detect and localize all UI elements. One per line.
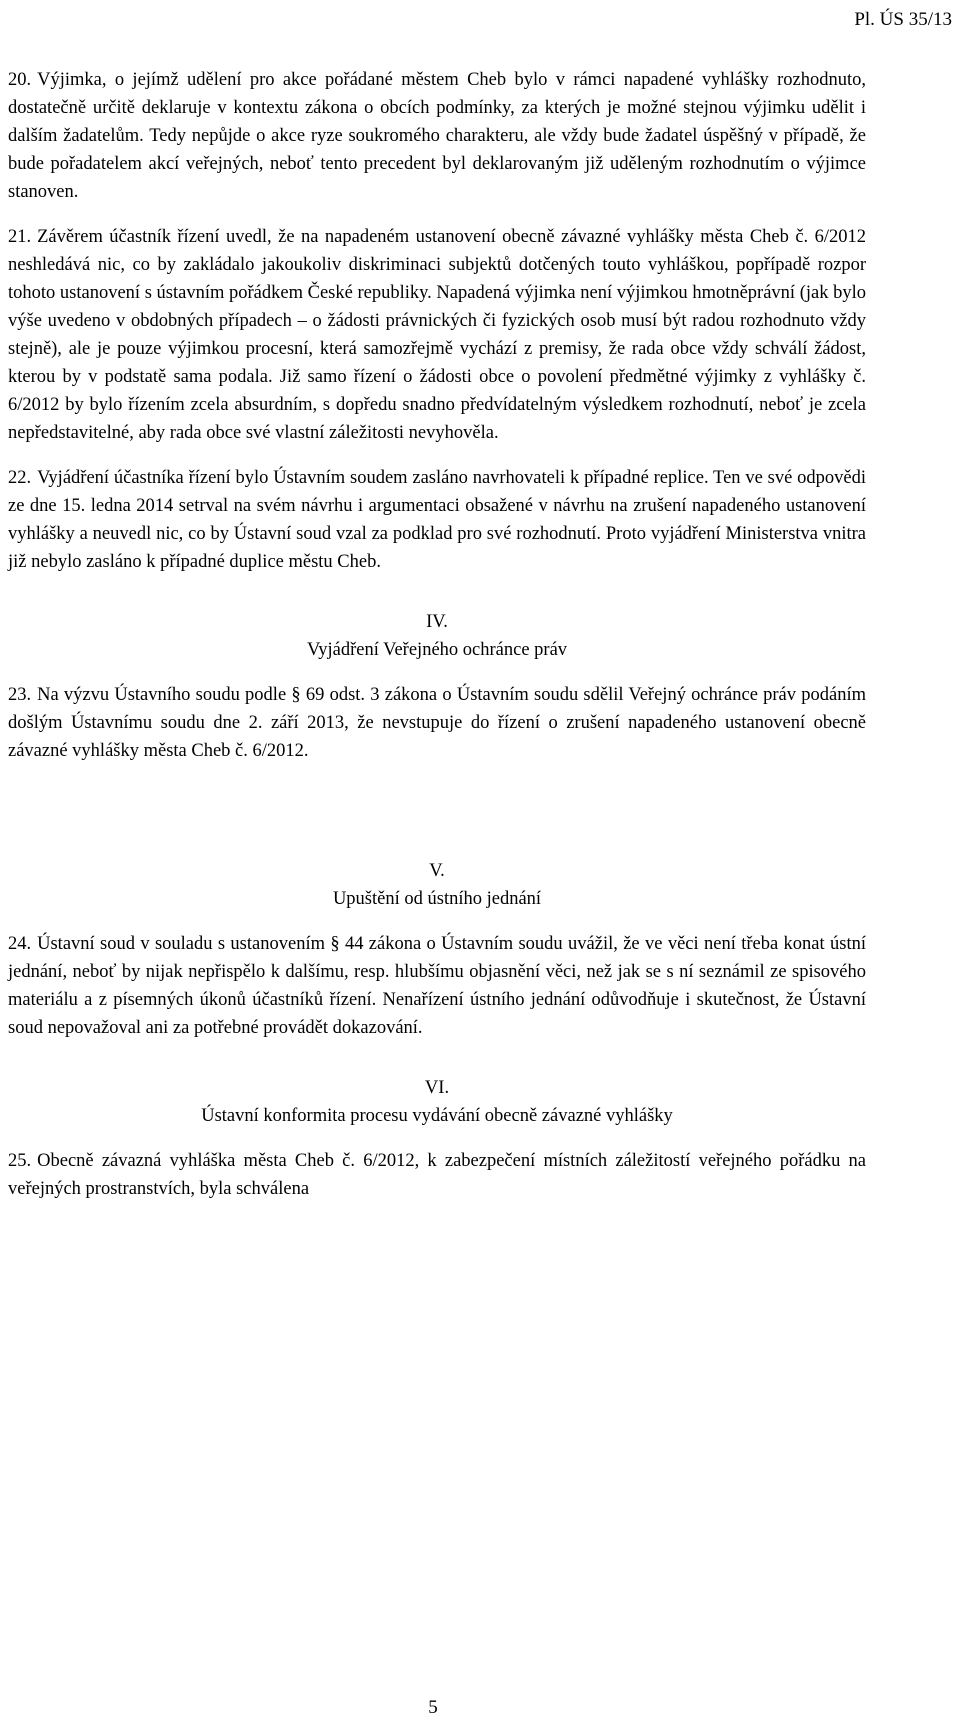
paragraph-number: 23. [8, 685, 32, 705]
section-title-v: Upuštění od ústního jednání [332, 889, 542, 909]
paragraph-text: Závěrem účastník řízení uvedl, že na napadeném ustanovení obecně závazné vyhlášky města Cheb č. 6/2012 neshledává nic, co by zakládalo jakoukoliv diskriminaci subjektů dotčených touto vyhláškou, popřípadě rozpor tohoto ustanovení s ústavním pořádkem České republiky. Napadená výjimka není výjimkou hmotněprávní (jak bylo výše uvedeno v obdobných případech – o žádosti právnických či fyzických osob musí být radou rozhodnuto vždy stejně), ale je pouze výjimkou procesní, která samozřejmě vychází z premisy, že rada obce vždy schválí žádost, kterou by v podstatě sama podala. Již samo řízení o žádosti obce o povolení předmětné výjimky z vyhlášky č. 6/2012 by bylo řízením zcela absurdním, s dopředu snadno předvídatelným výsledkem rozhodnutí, neboť je zcela nepředstavitelné, aby rada obce své vlastní záležitosti nevyhověla. [8, 227, 866, 443]
paragraph-text: Na výzvu Ústavního soudu podle § 69 odst. 3 zákona o Ústavním soudu sdělil Veřejný ochránce práv podáním došlým Ústavnímu soudu dne 2. září 2013, že nevstupuje do řízení o zrušení napadeného ustanovení obecně závazné vyhlášky města Cheb č. 6/2012. [8, 685, 866, 761]
paragraph-number: 21. [8, 227, 32, 247]
paragraph-23 [8, 681, 866, 765]
paragraph-25 [8, 1147, 866, 1203]
paragraph-text: Vyjádření účastníka řízení bylo Ústavním soudem zasláno navrhovateli k případné replice. Ten ve své odpovědi ze dne 15. ledna 2014 setrval na svém návrhu i argumentaci obsažené v návrhu na zrušení napadeného ustanovení vyhlášky a neuvedl nic, co by Ústavní soud vzal za podklad pro své rozhodnutí. Proto vyjádření Ministerstva vnitra již nebylo zasláno k případné duplice městu Cheb. [8, 468, 866, 572]
section-number-vi: VI. [424, 1078, 450, 1098]
paragraph-text: Obecně závazná vyhláška města Cheb č. 6/2012, k zabezpečení místních záležitostí veřejného pořádku na veřejných prostranstvích, byla schválena [8, 1151, 866, 1199]
paragraph-24 [8, 930, 866, 1042]
paragraph-20 [8, 66, 866, 206]
paragraph-text: Výjimka, o jejímž udělení pro akce pořádané městem Cheb bylo v rámci napadené vyhlášky rozhodnuto, dostatečně určitě deklaruje v kontextu zákona o obcích podmínky, za kterých je možné stejnou výjimku udělit i dalším žadatelům. Tedy nepůjde o akce ryze soukromého charakteru, ale vždy bude žadatel úspěšný v případě, že bude pořadatelem akcí veřejných, neboť tento precedent byl deklarovaným již uděleným rozhodnutím o výjimce stanoven. [8, 70, 866, 202]
page-number: 5 [428, 1697, 438, 1718]
paragraph-number: 20. [8, 70, 32, 90]
document-reference: Pl. ÚS 35/13 [854, 9, 952, 30]
paragraph-text: Ústavní soud v souladu s ustanovením § 44 zákona o Ústavním soudu uvážil, že ve věci není třeba konat ústní jednání, neboť by nijak nepřispělo k dalšímu, resp. hlubšímu objasnění věci, než jak se s ní seznámil ze spisového materiálu a z písemných úkonů účastníků řízení. Nenařízení ústního jednání odůvodňuje i skutečnost, že Ústavní soud nepovažoval ani za potřebné provádět dokazování. [8, 934, 866, 1038]
document-body [8, 66, 866, 1220]
paragraph-number: 22. [8, 468, 32, 488]
paragraph-21 [8, 223, 866, 447]
section-title-vi: Ústavní konformita procesu vydávání obecně závazné vyhlášky [201, 1106, 673, 1126]
paragraph-number: 25. [8, 1151, 32, 1171]
paragraph-22 [8, 464, 866, 576]
paragraph-number: 24. [8, 934, 32, 954]
section-title-iv: Vyjádření Veřejného ochránce práv [306, 640, 568, 660]
section-number-v: V. [429, 861, 445, 881]
section-number-iv: IV. [426, 612, 448, 632]
